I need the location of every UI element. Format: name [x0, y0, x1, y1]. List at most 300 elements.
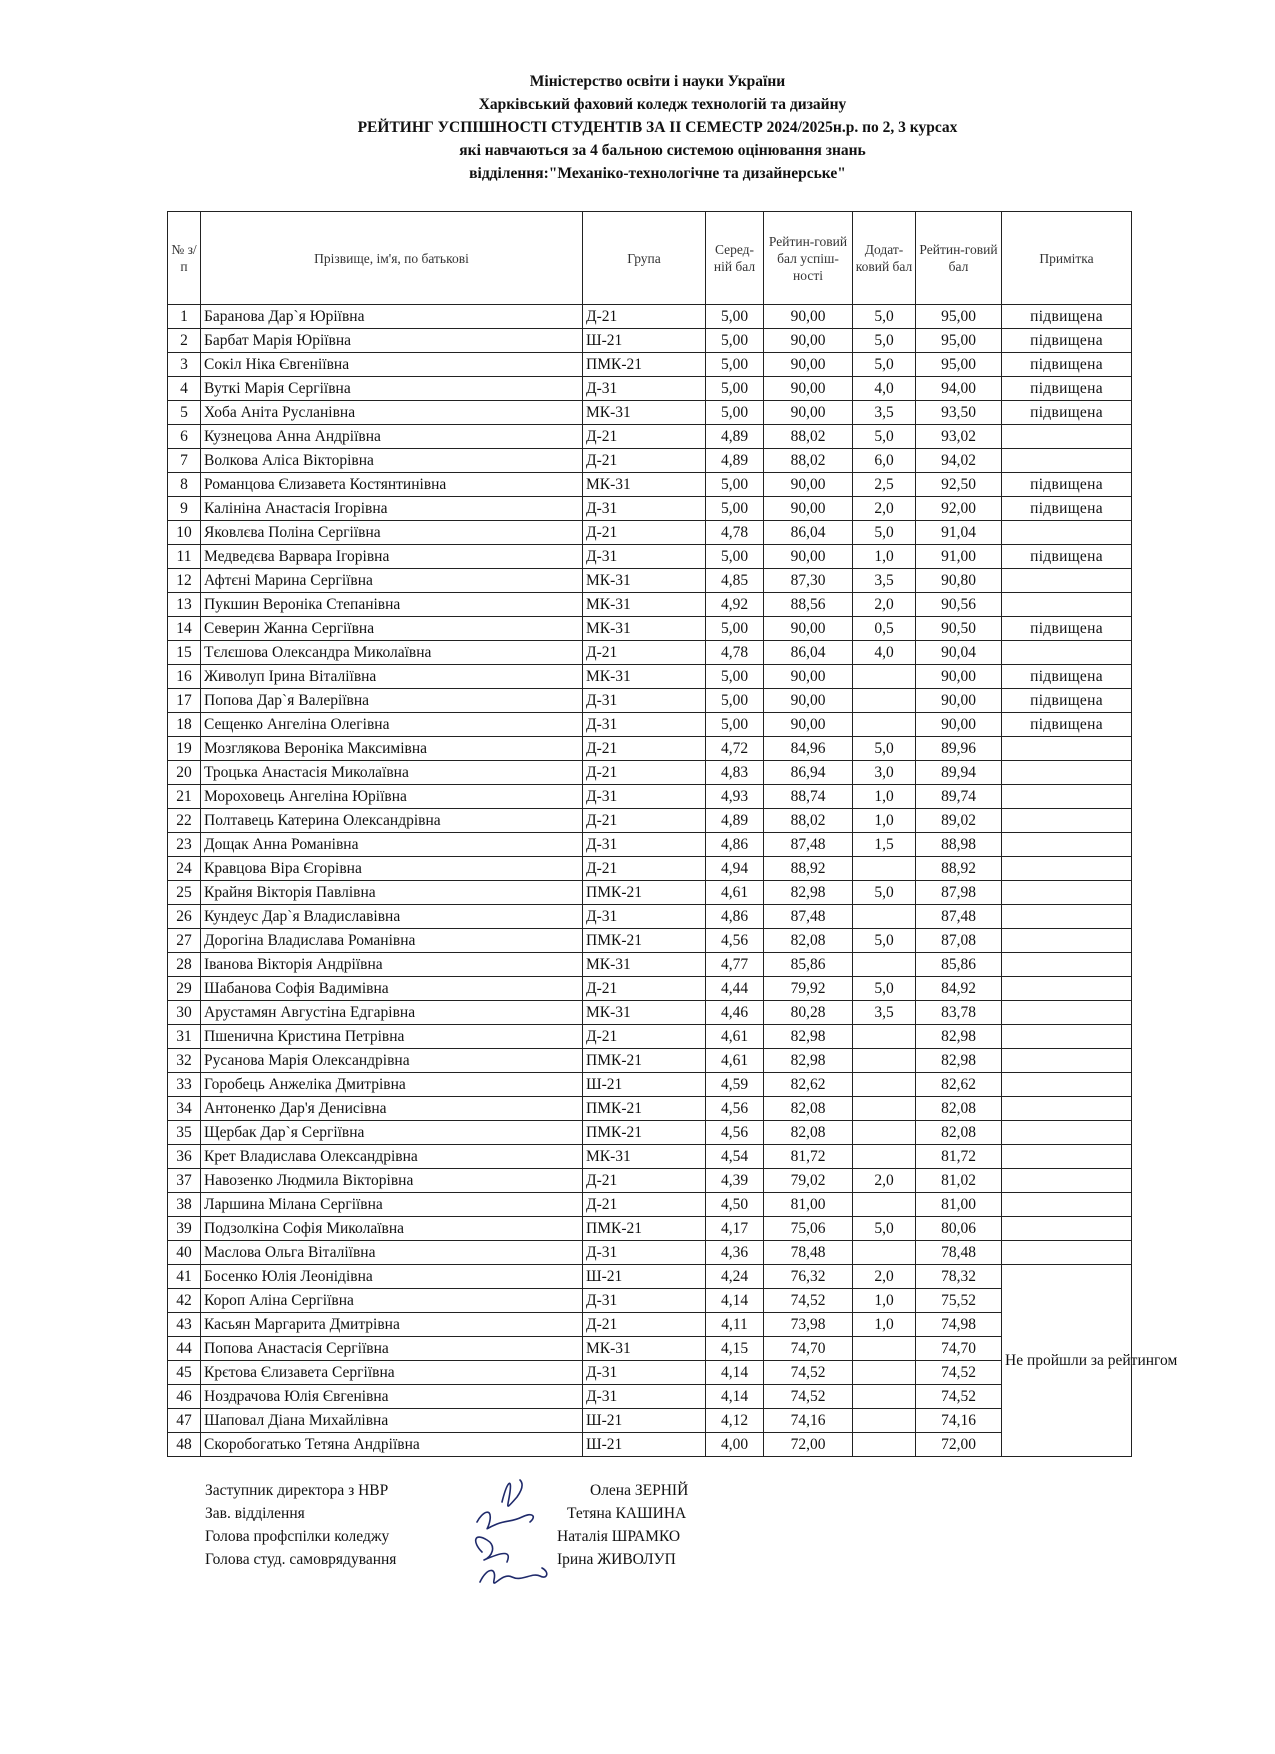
- additional-score: 4,0: [853, 377, 916, 401]
- additional-score: 3,5: [853, 1001, 916, 1025]
- note-cell: підвищена: [1002, 497, 1132, 521]
- note-cell: [1002, 569, 1132, 593]
- note-cell: підвищена: [1002, 377, 1132, 401]
- success-rating-score: 88,92: [764, 857, 853, 881]
- success-rating-score: 82,08: [764, 1097, 853, 1121]
- average-score: 4,89: [706, 809, 764, 833]
- success-rating-score: 90,00: [764, 689, 853, 713]
- table-row: [168, 665, 1132, 689]
- document-subtitle: які навчаються за 4 бальною системою оцінювання знань: [459, 142, 866, 159]
- final-rating-score: 90,50: [916, 617, 1002, 641]
- row-number: 43: [168, 1313, 201, 1337]
- success-rating-score: 90,00: [764, 353, 853, 377]
- success-rating-score: 81,72: [764, 1145, 853, 1169]
- average-score: 4,44: [706, 977, 764, 1001]
- col-header-note: Примітка: [1002, 212, 1132, 305]
- col-header-rating: Рейтин-говий бал: [916, 212, 1002, 305]
- additional-score: 5,0: [853, 305, 916, 329]
- note-cell: [1002, 953, 1132, 977]
- note-cell: [1002, 1001, 1132, 1025]
- note-cell: [1002, 521, 1132, 545]
- additional-score: 5,0: [853, 929, 916, 953]
- average-score: 5,00: [706, 665, 764, 689]
- additional-score: [853, 665, 916, 689]
- row-number: 31: [168, 1025, 201, 1049]
- additional-score: 5,0: [853, 881, 916, 905]
- student-name: Полтавець Катерина Олександрівна: [201, 809, 583, 833]
- student-name: Барбат Марія Юріївна: [201, 329, 583, 353]
- row-number: 35: [168, 1121, 201, 1145]
- row-number: 17: [168, 689, 201, 713]
- table-row: [168, 497, 1132, 521]
- success-rating-score: 90,00: [764, 497, 853, 521]
- success-rating-score: 90,00: [764, 305, 853, 329]
- note-cell: [1002, 881, 1132, 905]
- average-score: 5,00: [706, 473, 764, 497]
- additional-score: 2,0: [853, 1265, 916, 1289]
- student-group: Д-31: [583, 1361, 706, 1385]
- final-rating-score: 89,96: [916, 737, 1002, 761]
- student-name: Шабанова Софія Вадимівна: [201, 977, 583, 1001]
- student-group: Д-31: [583, 713, 706, 737]
- table-row: [168, 1145, 1132, 1169]
- table-row: [168, 1217, 1132, 1241]
- success-rating-score: 90,00: [764, 473, 853, 497]
- final-rating-score: 87,48: [916, 905, 1002, 929]
- signature-stroke: [476, 1537, 509, 1562]
- signature-name: Тетяна КАШИНА: [567, 1505, 687, 1522]
- average-score: 4,56: [706, 1097, 764, 1121]
- student-group: МК-31: [583, 1145, 706, 1169]
- table-row: [168, 905, 1132, 929]
- student-name: Крет Владислава Олександрівна: [201, 1145, 583, 1169]
- success-rating-score: 86,04: [764, 521, 853, 545]
- final-rating-score: 95,00: [916, 329, 1002, 353]
- student-group: Д-21: [583, 809, 706, 833]
- signature-stroke: [480, 1568, 547, 1583]
- final-rating-score: 83,78: [916, 1001, 1002, 1025]
- signature-name: Ірина ЖИВОЛУП: [557, 1551, 676, 1568]
- row-number: 23: [168, 833, 201, 857]
- note-cell: підвищена: [1002, 545, 1132, 569]
- student-group: МК-31: [583, 1001, 706, 1025]
- table-row: [168, 809, 1132, 833]
- table-row: [168, 329, 1132, 353]
- final-rating-score: 90,80: [916, 569, 1002, 593]
- row-number: 8: [168, 473, 201, 497]
- success-rating-score: 82,62: [764, 1073, 853, 1097]
- table-row: [168, 1409, 1132, 1433]
- final-rating-score: 84,92: [916, 977, 1002, 1001]
- final-rating-score: 89,94: [916, 761, 1002, 785]
- student-name: Кравцова Віра Єгорівна: [201, 857, 583, 881]
- handwritten-signatures-graphic: [462, 1472, 562, 1602]
- note-cell: [1002, 809, 1132, 833]
- success-rating-score: 82,98: [764, 881, 853, 905]
- average-score: 4,36: [706, 1241, 764, 1265]
- table-row: [168, 1313, 1132, 1337]
- success-rating-score: 90,00: [764, 617, 853, 641]
- final-rating-score: 91,00: [916, 545, 1002, 569]
- col-header-name: Прізвище, ім'я, по батькові: [201, 212, 583, 305]
- student-group: Д-31: [583, 1241, 706, 1265]
- signature-stroke: [502, 1480, 522, 1506]
- row-number: 34: [168, 1097, 201, 1121]
- average-score: 4,00: [706, 1433, 764, 1457]
- student-name: Сещенко Ангеліна Олегівна: [201, 713, 583, 737]
- additional-score: [853, 1025, 916, 1049]
- col-header-number: № з/п: [168, 212, 201, 305]
- additional-score: [853, 1241, 916, 1265]
- student-group: Ш-21: [583, 1409, 706, 1433]
- table-row: [168, 761, 1132, 785]
- rating-table: [167, 211, 1178, 1457]
- col-header-score: Рейтин-говий бал успіш-ності: [764, 212, 853, 305]
- row-number: 18: [168, 713, 201, 737]
- row-number: 42: [168, 1289, 201, 1313]
- table-row: [168, 833, 1132, 857]
- additional-score: 5,0: [853, 329, 916, 353]
- success-rating-score: 90,00: [764, 665, 853, 689]
- row-number: 45: [168, 1361, 201, 1385]
- note-cell: [1002, 1049, 1132, 1073]
- student-group: Д-21: [583, 761, 706, 785]
- success-rating-score: 74,16: [764, 1409, 853, 1433]
- college-line: Харківський фаховий коледж технологій та дизайну: [478, 96, 847, 113]
- student-group: МК-31: [583, 617, 706, 641]
- note-cell: [1002, 593, 1132, 617]
- note-cell: [1002, 1025, 1132, 1049]
- average-score: 4,14: [706, 1361, 764, 1385]
- student-group: Д-31: [583, 689, 706, 713]
- table-row: [168, 953, 1132, 977]
- average-score: 4,89: [706, 425, 764, 449]
- row-number: 6: [168, 425, 201, 449]
- note-cell: [1002, 1073, 1132, 1097]
- student-name: Крайня Вікторія Павлівна: [201, 881, 583, 905]
- note-cell: підвищена: [1002, 713, 1132, 737]
- success-rating-score: 88,02: [764, 449, 853, 473]
- department-line: відділення:"Механіко-технологічне та дизайнерське": [469, 165, 846, 182]
- final-rating-score: 87,08: [916, 929, 1002, 953]
- table-row: [168, 1241, 1132, 1265]
- student-name: Подзолкіна Софія Миколаївна: [201, 1217, 583, 1241]
- additional-score: [853, 689, 916, 713]
- table-row: [168, 617, 1132, 641]
- success-rating-score: 78,48: [764, 1241, 853, 1265]
- average-score: 4,46: [706, 1001, 764, 1025]
- row-number: 13: [168, 593, 201, 617]
- success-rating-score: 76,32: [764, 1265, 853, 1289]
- student-name: Арустамян Августіна Едгарівна: [201, 1001, 583, 1025]
- average-score: 4,77: [706, 953, 764, 977]
- student-name: Іванова Вікторія Андріївна: [201, 953, 583, 977]
- student-group: ПМК-21: [583, 881, 706, 905]
- table-row: [168, 641, 1132, 665]
- table-row: [168, 569, 1132, 593]
- table-row: [168, 473, 1132, 497]
- success-rating-score: 85,86: [764, 953, 853, 977]
- table-row: [168, 977, 1132, 1001]
- success-rating-score: 82,08: [764, 1121, 853, 1145]
- student-name: Попова Анастасія Сергіївна: [201, 1337, 583, 1361]
- student-group: Д-31: [583, 785, 706, 809]
- average-score: 4,12: [706, 1409, 764, 1433]
- note-cell: [1002, 737, 1132, 761]
- additional-score: [853, 713, 916, 737]
- success-rating-score: 88,74: [764, 785, 853, 809]
- additional-score: 2,0: [853, 1169, 916, 1193]
- average-score: 5,00: [706, 689, 764, 713]
- row-number: 48: [168, 1433, 201, 1457]
- additional-score: 1,0: [853, 1313, 916, 1337]
- success-rating-score: 74,52: [764, 1385, 853, 1409]
- student-group: Д-21: [583, 737, 706, 761]
- additional-score: [853, 1361, 916, 1385]
- row-number: 4: [168, 377, 201, 401]
- note-cell: [1002, 1217, 1132, 1241]
- student-name: Кузнецова Анна Андріївна: [201, 425, 583, 449]
- table-row: [168, 353, 1132, 377]
- student-name: Кундеус Дар`я Владиславівна: [201, 905, 583, 929]
- row-number: 25: [168, 881, 201, 905]
- row-number: 29: [168, 977, 201, 1001]
- table-row: [168, 1193, 1132, 1217]
- success-rating-score: 90,00: [764, 401, 853, 425]
- col-header-average: Серед-ній бал: [706, 212, 764, 305]
- additional-score: 5,0: [853, 977, 916, 1001]
- student-name: Навозенко Людмила Вікторівна: [201, 1169, 583, 1193]
- student-group: МК-31: [583, 1337, 706, 1361]
- table-body: [168, 305, 1178, 1457]
- row-number: 7: [168, 449, 201, 473]
- row-number: 12: [168, 569, 201, 593]
- success-rating-score: 74,70: [764, 1337, 853, 1361]
- row-number: 24: [168, 857, 201, 881]
- final-rating-score: 90,04: [916, 641, 1002, 665]
- final-rating-score: 88,98: [916, 833, 1002, 857]
- average-score: 4,89: [706, 449, 764, 473]
- average-score: 5,00: [706, 401, 764, 425]
- student-name: Романцова Єлизавета Костянтинівна: [201, 473, 583, 497]
- table-row: [168, 449, 1132, 473]
- average-score: 4,11: [706, 1313, 764, 1337]
- student-group: ПМК-21: [583, 1097, 706, 1121]
- final-rating-score: 78,32: [916, 1265, 1002, 1289]
- student-group: ПМК-21: [583, 1217, 706, 1241]
- note-cell: [1002, 905, 1132, 929]
- note-cell: [1002, 1097, 1132, 1121]
- student-group: Д-21: [583, 425, 706, 449]
- average-score: 4,50: [706, 1193, 764, 1217]
- row-number: 36: [168, 1145, 201, 1169]
- student-group: Ш-21: [583, 1265, 706, 1289]
- additional-score: [853, 857, 916, 881]
- final-rating-score: 88,92: [916, 857, 1002, 881]
- student-name: Босенко Юлія Леонідівна: [201, 1265, 583, 1289]
- note-cell: [1002, 761, 1132, 785]
- success-rating-score: 79,02: [764, 1169, 853, 1193]
- student-group: Ш-21: [583, 1073, 706, 1097]
- final-rating-score: 93,02: [916, 425, 1002, 449]
- additional-score: 1,0: [853, 785, 916, 809]
- final-rating-score: 80,06: [916, 1217, 1002, 1241]
- final-rating-score: 92,00: [916, 497, 1002, 521]
- final-rating-score: 74,70: [916, 1337, 1002, 1361]
- student-name: Щербак Дар`я Сергіївна: [201, 1121, 583, 1145]
- student-group: Д-21: [583, 977, 706, 1001]
- row-number: 9: [168, 497, 201, 521]
- success-rating-score: 87,30: [764, 569, 853, 593]
- note-cell: [1002, 929, 1132, 953]
- student-group: Д-21: [583, 521, 706, 545]
- student-name: Мозглякова Вероніка Максимівна: [201, 737, 583, 761]
- row-number: 40: [168, 1241, 201, 1265]
- average-score: 4,61: [706, 1025, 764, 1049]
- student-group: ПМК-21: [583, 929, 706, 953]
- student-name: Скоробогатько Тетяна Андріївна: [201, 1433, 583, 1457]
- success-rating-score: 86,94: [764, 761, 853, 785]
- final-rating-score: 89,02: [916, 809, 1002, 833]
- final-rating-score: 74,52: [916, 1385, 1002, 1409]
- student-group: Д-31: [583, 497, 706, 521]
- student-name: Афтєні Марина Сергіївна: [201, 569, 583, 593]
- additional-score: [853, 1385, 916, 1409]
- row-number: 33: [168, 1073, 201, 1097]
- average-score: 4,72: [706, 737, 764, 761]
- table-row: [168, 305, 1132, 329]
- student-name: Тєлєшова Олександра Миколаївна: [201, 641, 583, 665]
- note-cell: [1002, 833, 1132, 857]
- row-number: 2: [168, 329, 201, 353]
- table-row: [168, 1049, 1132, 1073]
- final-rating-score: 95,00: [916, 305, 1002, 329]
- row-number: 44: [168, 1337, 201, 1361]
- average-score: 5,00: [706, 377, 764, 401]
- additional-score: [853, 1337, 916, 1361]
- final-rating-score: 95,00: [916, 353, 1002, 377]
- success-rating-score: 72,00: [764, 1433, 853, 1457]
- student-group: Д-31: [583, 1385, 706, 1409]
- final-rating-score: 74,52: [916, 1361, 1002, 1385]
- student-group: Д-21: [583, 1025, 706, 1049]
- table-row: [168, 425, 1132, 449]
- average-score: 4,78: [706, 521, 764, 545]
- success-rating-score: 90,00: [764, 329, 853, 353]
- note-cell: [1002, 1145, 1132, 1169]
- final-rating-score: 90,56: [916, 593, 1002, 617]
- row-number: 3: [168, 353, 201, 377]
- additional-score: [853, 905, 916, 929]
- row-number: 15: [168, 641, 201, 665]
- final-rating-score: 94,02: [916, 449, 1002, 473]
- average-score: 5,00: [706, 713, 764, 737]
- student-name: Попова Дар`я Валеріївна: [201, 689, 583, 713]
- additional-score: 5,0: [853, 425, 916, 449]
- final-rating-score: 72,00: [916, 1433, 1002, 1457]
- additional-score: 1,0: [853, 545, 916, 569]
- table-row: [168, 737, 1132, 761]
- additional-score: [853, 1073, 916, 1097]
- average-score: 4,24: [706, 1265, 764, 1289]
- student-group: Д-21: [583, 449, 706, 473]
- success-rating-score: 82,98: [764, 1025, 853, 1049]
- table-row: [168, 929, 1132, 953]
- additional-score: 1,5: [853, 833, 916, 857]
- table-row: [168, 1433, 1132, 1457]
- row-number: 11: [168, 545, 201, 569]
- student-group: МК-31: [583, 953, 706, 977]
- note-cell: [1002, 857, 1132, 881]
- final-rating-score: 82,98: [916, 1025, 1002, 1049]
- row-number: 19: [168, 737, 201, 761]
- student-group: Д-31: [583, 1289, 706, 1313]
- student-name: Ноздрачова Юлія Євгенівна: [201, 1385, 583, 1409]
- note-cell: підвищена: [1002, 473, 1132, 497]
- average-score: 4,78: [706, 641, 764, 665]
- row-number: 37: [168, 1169, 201, 1193]
- table-row: [168, 1337, 1132, 1361]
- final-rating-score: 92,50: [916, 473, 1002, 497]
- row-number: 10: [168, 521, 201, 545]
- average-score: 4,14: [706, 1385, 764, 1409]
- student-name: Ларшина Мілана Сергіївна: [201, 1193, 583, 1217]
- average-score: 4,93: [706, 785, 764, 809]
- average-score: 4,83: [706, 761, 764, 785]
- average-score: 4,15: [706, 1337, 764, 1361]
- row-number: 32: [168, 1049, 201, 1073]
- additional-score: 3,5: [853, 569, 916, 593]
- student-name: Крєтова Єлизавета Сергіївна: [201, 1361, 583, 1385]
- final-rating-score: 90,00: [916, 665, 1002, 689]
- additional-score: [853, 1049, 916, 1073]
- col-header-extra: Додат-ковий бал: [853, 212, 916, 305]
- additional-score: [853, 1121, 916, 1145]
- average-score: 5,00: [706, 545, 764, 569]
- student-group: Д-31: [583, 905, 706, 929]
- signature-role: Голова профспілки коледжу: [205, 1528, 390, 1545]
- row-number: 28: [168, 953, 201, 977]
- additional-score: 1,0: [853, 809, 916, 833]
- student-name: Дорогіна Владислава Романівна: [201, 929, 583, 953]
- row-number: 47: [168, 1409, 201, 1433]
- success-rating-score: 80,28: [764, 1001, 853, 1025]
- additional-score: 3,5: [853, 401, 916, 425]
- success-rating-score: 90,00: [764, 713, 853, 737]
- table-row: [168, 545, 1132, 569]
- final-rating-score: 90,00: [916, 689, 1002, 713]
- student-name: Пукшин Вероніка Степанівна: [201, 593, 583, 617]
- student-group: Ш-21: [583, 329, 706, 353]
- additional-score: [853, 1193, 916, 1217]
- table-row: [168, 1073, 1132, 1097]
- note-cell: [1002, 1121, 1132, 1145]
- average-score: 5,00: [706, 617, 764, 641]
- table-row: [168, 1361, 1132, 1385]
- note-cell: [1002, 641, 1132, 665]
- table-row: [168, 785, 1132, 809]
- signature-name: Наталія ШРАМКО: [557, 1528, 681, 1545]
- additional-score: 5,0: [853, 737, 916, 761]
- success-rating-score: 82,08: [764, 929, 853, 953]
- additional-score: 1,0: [853, 1289, 916, 1313]
- table-row: [168, 857, 1132, 881]
- additional-score: [853, 1097, 916, 1121]
- table-row: [168, 1001, 1132, 1025]
- note-cell: підвищена: [1002, 665, 1132, 689]
- row-number: 27: [168, 929, 201, 953]
- student-group: Д-21: [583, 857, 706, 881]
